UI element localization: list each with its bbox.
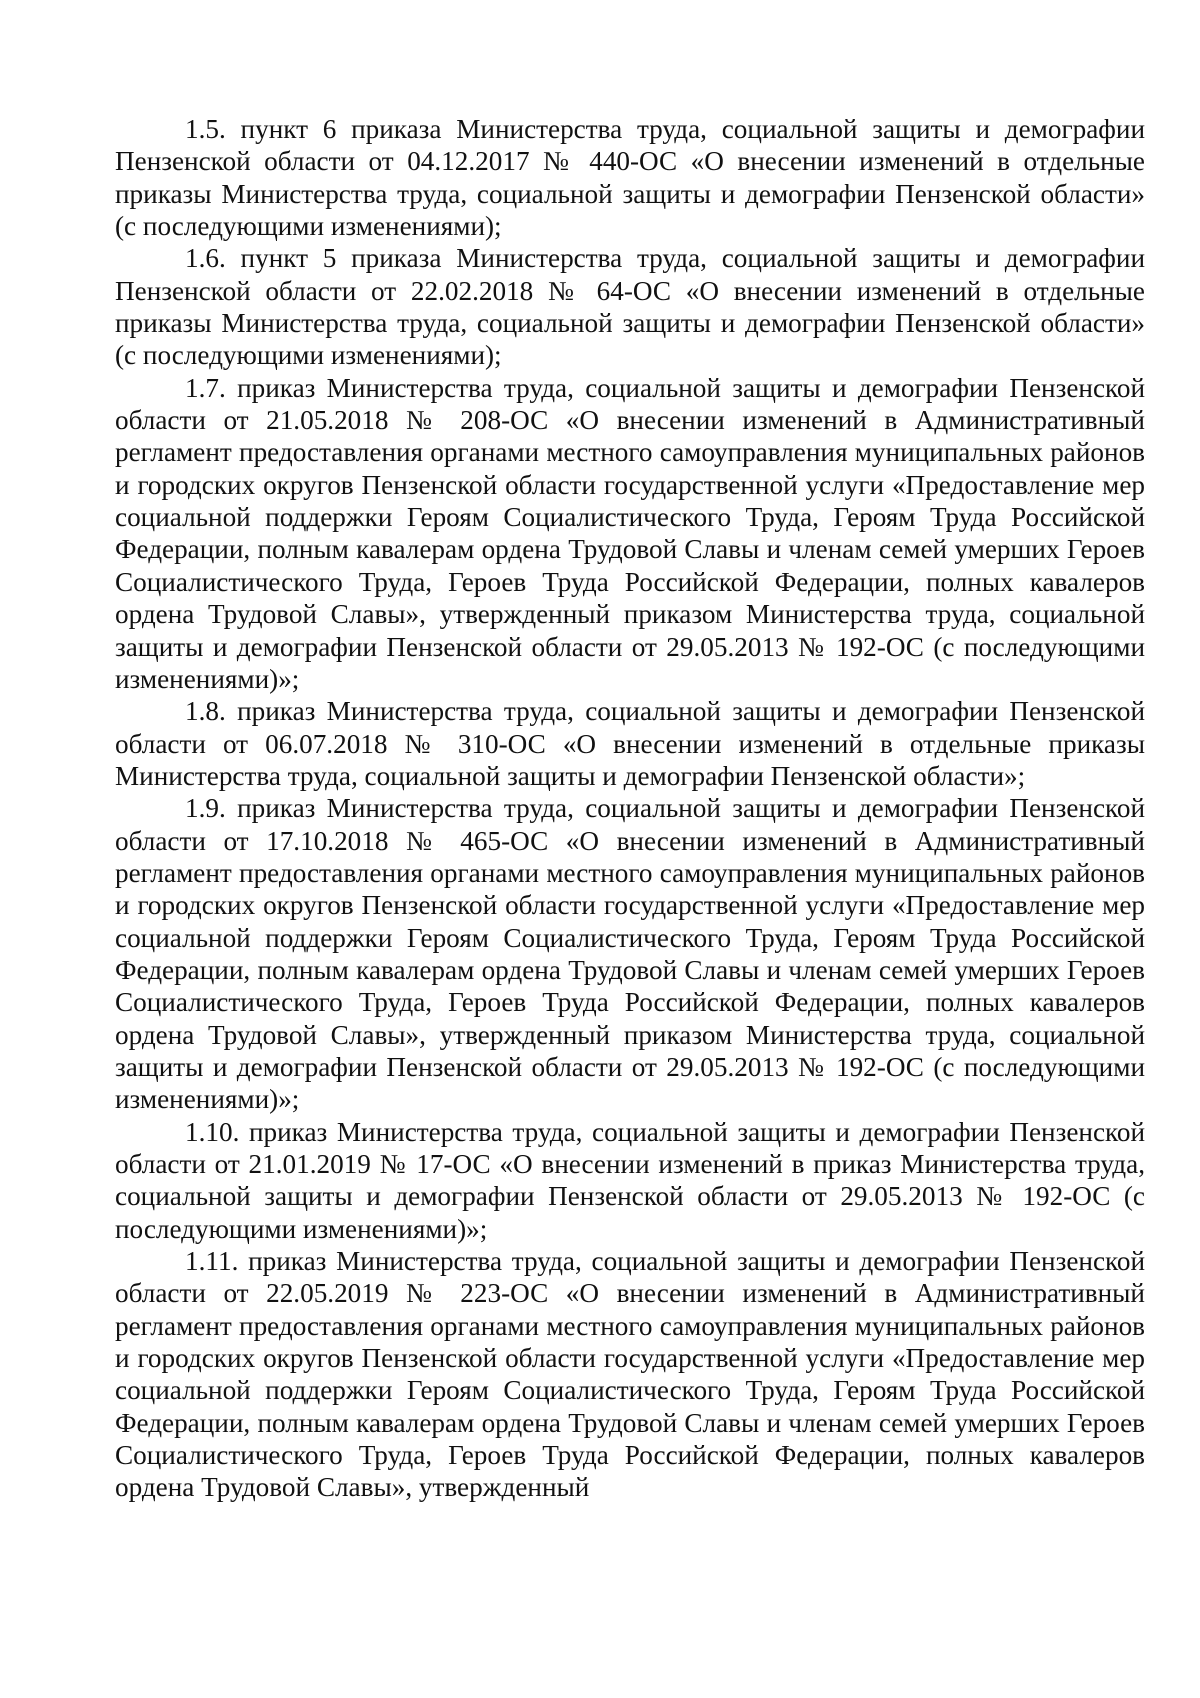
paragraph-1-8: 1.8. приказ Министерства труда, социальной защиты и демографии Пензенской области от 06.07.2018 № 310-ОС «О внесении изменений в отдельные приказы Министерства труда, социальной защиты и демографии Пензенской области»; <box>115 696 1145 791</box>
paragraph-1-9: 1.9. приказ Министерства труда, социальной защиты и демографии Пензенской области от 17.10.2018 № 465-ОС «О внесении изменений в Административный регламент предоставления органами местного самоуправления муниципальных районов и городских округов Пензенской области государственной услуги «Предоставление мер социальной поддержки Героям Социалистического Труда, Героям Труда Российской Федерации, полным кавалерам ордена Трудовой Славы и членам семей умерших Героев Социалистического Труда, Героев Труда Российской Федерации, полных кавалеров ордена Трудовой Славы», утвержденный приказом Министерства труда, социальной защиты и демографии Пензенской области от 29.05.2013 № 192-ОС (с последующими изменениями)»; <box>115 793 1145 1115</box>
paragraph-1-6: 1.6. пункт 5 приказа Министерства труда, социальной защиты и демографии Пензенской области от 22.02.2018 № 64-ОС «О внесении изменений в отдельные приказы Министерства труда, социальной защиты и демографии Пензенской области» (с последующими изменениями); <box>115 243 1145 371</box>
paragraph-1-10: 1.10. приказ Министерства труда, социальной защиты и демографии Пензенской области от 21.01.2019 № 17-ОС «О внесении изменений в приказ Министерства труда, социальной защиты и демографии Пензенской области от 29.05.2013 № 192-ОС (с последующими изменениями)»; <box>115 1116 1145 1244</box>
paragraph-1-5: 1.5. пункт 6 приказа Министерства труда, социальной защиты и демографии Пензенской области от 04.12.2017 № 440-ОС «О внесении изменений в отдельные приказы Министерства труда, социальной защиты и демографии Пензенской области» (с последующими изменениями); <box>115 114 1145 242</box>
document-body <box>115 113 1145 1504</box>
paragraph-1-11: 1.11. приказ Министерства труда, социальной защиты и демографии Пензенской области от 22.05.2019 № 223-ОС «О внесении изменений в Административный регламент предоставления органами местного самоуправления муниципальных районов и городских округов Пензенской области государственной услуги «Предоставление мер социальной поддержки Героям Социалистического Труда, Героям Труда Российской Федерации, полным кавалерам ордена Трудовой Славы и членам семей умерших Героев Социалистического Труда, Героев Труда Российской Федерации, полных кавалеров ордена Трудовой Славы», утвержденный <box>115 1246 1145 1503</box>
paragraph-1-7: 1.7. приказ Министерства труда, социальной защиты и демографии Пензенской области от 21.05.2018 № 208-ОС «О внесении изменений в Административный регламент предоставления органами местного самоуправления муниципальных районов и городских округов Пензенской области государственной услуги «Предоставление мер социальной поддержки Героям Социалистического Труда, Героям Труда Российской Федерации, полным кавалерам ордена Трудовой Славы и членам семей умерших Героев Социалистического Труда, Героев Труда Российской Федерации, полных кавалеров ордена Трудовой Славы», утвержденный приказом Министерства труда, социальной защиты и демографии Пензенской области от 29.05.2013 № 192-ОС (с последующими изменениями)»; <box>115 372 1145 694</box>
